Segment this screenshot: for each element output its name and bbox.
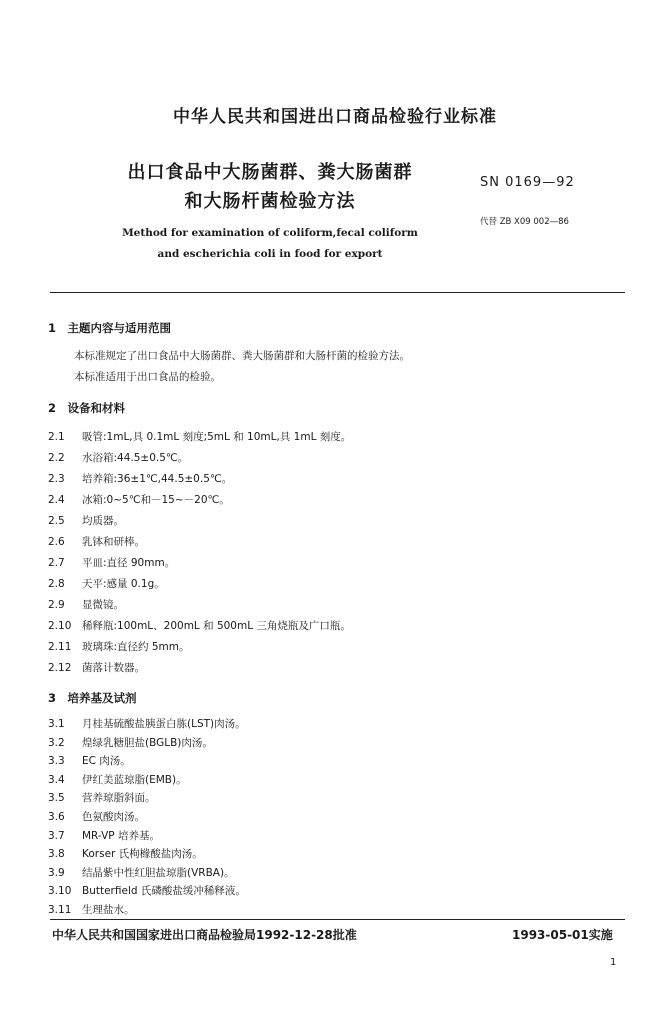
item-text: 培养箱:36±1℃,44.5±0.5℃。: [82, 473, 233, 485]
issuing-agency: 中华人民共和国进出口商品检验行业标准: [173, 107, 497, 127]
title-english-line-1: Method for examination of coliform,fecal coliform: [122, 227, 418, 239]
title-english-line-2: and escherichia coli in food for export: [157, 248, 383, 260]
item-text: 均质器。: [82, 515, 124, 527]
list-item: [48, 828, 160, 843]
list-item: [48, 555, 175, 570]
item-text: 营养琼脂斜面。: [82, 792, 156, 805]
item-text: 伊红美蓝琼脂(EMB)。: [82, 773, 187, 786]
item-number: 2.2: [48, 452, 65, 464]
item-number: 2.6: [48, 536, 65, 548]
section-1-paragraph: 本标准适用于出口食品的检验。: [74, 371, 221, 383]
list-item: [48, 865, 235, 880]
item-text: 煌绿乳糖胆盐(BGLB)肉汤。: [82, 736, 213, 749]
item-text: 生理盐水。: [82, 904, 135, 916]
approval-statement: 中华人民共和国国家进出口商品检验局1992-12-28批准: [52, 928, 357, 942]
item-number: 3.3: [48, 755, 65, 768]
item-text: 天平:感量 0.1g。: [82, 578, 165, 590]
list-item: [48, 790, 156, 805]
title-chinese-line-2: 和大肠杆菌检验方法: [184, 191, 356, 212]
item-text: 月桂基硫酸盐胰蛋白胨(LST)肉汤。: [82, 718, 246, 730]
list-item: [48, 429, 351, 444]
list-item: [48, 471, 232, 486]
page-number: 1: [610, 957, 617, 968]
item-number: 2.11: [48, 641, 72, 653]
replaces-standard: 代替 ZB X09 002—86: [480, 217, 569, 227]
item-text: Butterfield 氏磷酸盐缓冲稀释液。: [82, 885, 246, 898]
list-item: [48, 450, 188, 465]
item-number: 3.11: [48, 904, 72, 916]
section-1-title: 1 主题内容与适用范围: [48, 321, 172, 335]
section-3-title: 3 培养基及试剂: [48, 691, 137, 705]
header-divider: [50, 292, 625, 293]
item-number: 2.8: [48, 578, 65, 590]
item-number: 3.10: [48, 885, 72, 898]
item-text: MR-VP 培养基。: [82, 829, 160, 842]
list-item: [48, 735, 213, 750]
list-item: [48, 492, 230, 507]
item-number: 3.6: [48, 811, 65, 823]
list-item: [48, 716, 246, 731]
item-text: 色氨酸肉汤。: [82, 811, 145, 823]
item-text: EC 肉汤。: [82, 755, 131, 768]
title-chinese-line-1: 出口食品中大肠菌群、粪大肠菌群: [127, 162, 413, 183]
item-number: 3.1: [48, 718, 65, 730]
item-text: 显微镜。: [82, 599, 124, 611]
item-text: 玻璃珠:直径约 5mm。: [82, 641, 190, 653]
item-number: 3.9: [48, 866, 65, 879]
item-text: 吸管:1mL,具 0.1mL 刻度;5mL 和 10mL,具 1mL 刻度。: [82, 431, 352, 443]
item-text: 菌落计数器。: [82, 662, 145, 674]
item-text: 平皿:直径 90mm。: [82, 557, 176, 569]
item-number: 2.7: [48, 557, 65, 569]
footer-divider: [50, 919, 625, 920]
item-number: 3.2: [48, 736, 65, 749]
item-number: 2.9: [48, 599, 65, 611]
item-number: 2.5: [48, 515, 65, 527]
item-number: 3.8: [48, 848, 65, 861]
list-item: [48, 772, 187, 787]
list-item: [48, 883, 246, 898]
item-number: 2.10: [48, 620, 72, 632]
section-2-title: 2 设备和材料: [48, 401, 126, 415]
item-text: Korser 氏枸橼酸盐肉汤。: [82, 848, 203, 861]
item-text: 稀释瓶:100mL、200mL 和 500mL 三角烧瓶及广口瓶。: [82, 620, 351, 632]
item-text: 乳钵和研棒。: [82, 536, 145, 548]
item-text: 结晶紫中性红胆盐琼脂(VRBA)。: [82, 866, 235, 879]
item-number: 2.1: [48, 431, 65, 443]
list-item: [48, 513, 124, 528]
item-number: 3.5: [48, 792, 65, 805]
list-item: [48, 618, 351, 633]
item-text: 冰箱:0~5℃和－15~－20℃。: [82, 494, 230, 506]
item-number: 3.4: [48, 773, 65, 786]
item-number: 2.12: [48, 662, 72, 674]
list-item: [48, 639, 190, 654]
list-item: [48, 902, 135, 917]
item-text: 水浴箱:44.5±0.5℃。: [82, 452, 189, 464]
list-item: [48, 809, 145, 824]
list-item: [48, 576, 165, 591]
item-number: 3.7: [48, 829, 65, 842]
effective-date: 1993-05-01实施: [512, 928, 613, 942]
list-item: [48, 846, 203, 861]
item-number: 2.3: [48, 473, 65, 485]
list-item: [48, 534, 145, 549]
list-item: [48, 597, 124, 612]
item-number: 2.4: [48, 494, 65, 506]
section-1-paragraph: 本标准规定了出口食品中大肠菌群、粪大肠菌群和大肠杆菌的检验方法。: [74, 350, 410, 362]
list-item: [48, 753, 131, 768]
standard-code: SN 0169—92: [480, 175, 575, 190]
list-item: [48, 660, 145, 675]
